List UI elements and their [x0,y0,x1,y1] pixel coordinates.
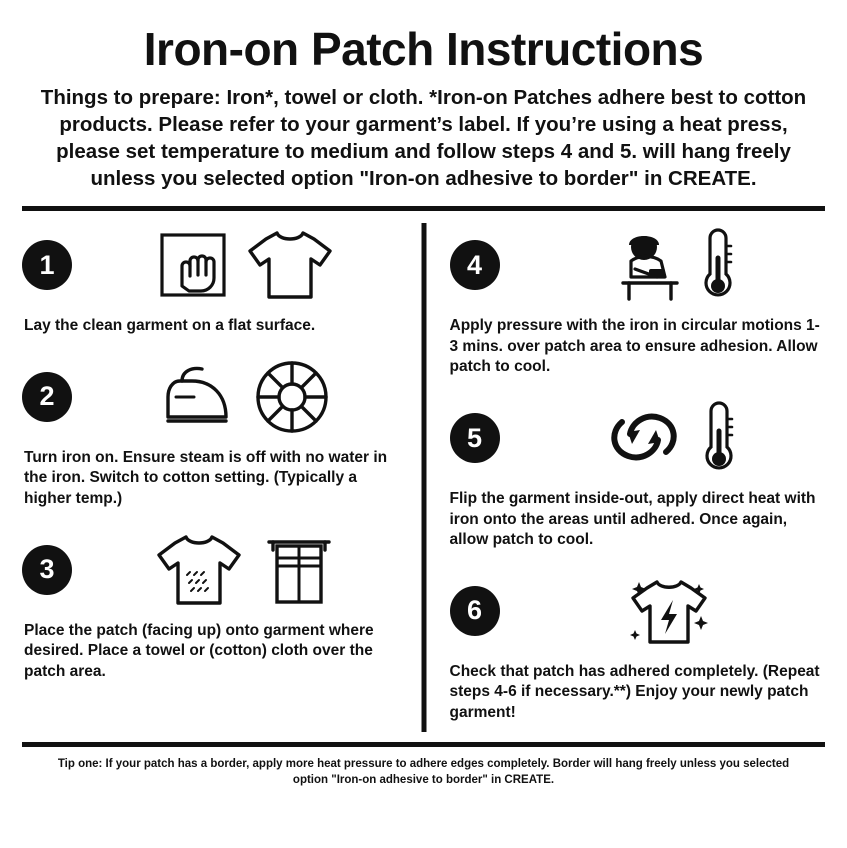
step-4 [450,221,826,378]
step-1-header [22,221,406,309]
tshirt-with-bolt-icon [619,570,719,652]
step-2-caption: Turn iron on. Ensure steam is off with no water in the iron. Switch to cotton setting. (Typically a higher temp.) [24,448,388,508]
thermometer-icon [700,397,738,479]
step-2-header [22,353,406,441]
steps-column-right [424,221,826,739]
step-5-caption: Flip the garment inside-out, apply direct heat with iron onto the areas until adhered. Once again, allow patch to cool. [449,490,816,549]
step-3-caption: Place the patch (facing up) onto garment where desired. Place a towel or (cotton) cloth over the patch area. [24,621,374,680]
step-1-number: 1 [22,240,72,290]
tshirt-with-patch-icon [153,531,245,609]
step-4-header [450,221,826,309]
step-3-number: 3 [22,545,72,595]
tshirt-icon [244,227,336,303]
page-title: Iron-on Patch Instructions [143,23,704,75]
footnote-text: Tip one: If your patch has a border, apply more heat pressure to adhere edges completely. Border will hang freely unless you selected option "Iron-on adhesive to border" in CREATE. [57,757,790,786]
column-divider [421,223,426,731]
step-4-number: 4 [450,240,500,290]
person-ironing-icon [601,225,689,305]
towel-on-rack-icon [259,530,339,610]
hand-wiping-cloth-icon [156,228,230,302]
step-6-header [450,567,826,655]
step-5 [450,394,826,551]
step-4-caption: Apply pressure with the iron in circular motions 1-3 mins. over patch area to ensure adhesion. Allow patch to cool. [449,317,820,376]
step-5-illustration [514,394,826,482]
step-5-header [450,394,826,482]
header-divider [22,206,825,211]
temperature-dial-icon [250,355,334,439]
footer-divider [22,742,825,747]
step-3-illustration [86,526,406,614]
thermometer-icon [699,224,737,306]
iron-icon [158,359,236,435]
step-1 [22,221,406,337]
intro-paragraph: Things to prepare: Iron*, towel or cloth. *Iron-on Patches adhere best to cotton products. Please refer to your garment’s label. If you’re using a heat press, please set temperature to medium and follow steps 4 and 5. will hang freely unless you selected option "Iron-on adhesive to border" in CREATE. [40,86,807,191]
step-4-illustration [514,221,826,309]
step-6 [450,567,826,724]
step-6-number: 6 [450,586,500,636]
step-5-number: 5 [450,413,500,463]
flip-arrows-icon [600,402,690,474]
steps-columns [22,221,825,739]
step-2 [22,353,406,510]
step-1-illustration [86,221,406,309]
step-6-caption: Check that patch has adhered completely. (Repeat steps 4-6 if necessary.**) Enjoy your newly patch garment! [449,662,820,722]
step-3 [22,526,406,683]
step-1-caption: Lay the clean garment on a flat surface. [24,317,316,335]
step-6-illustration [514,567,826,655]
step-2-illustration [86,353,406,441]
step-2-number: 2 [22,372,72,422]
steps-column-left [22,221,424,739]
step-3-header [22,526,406,614]
